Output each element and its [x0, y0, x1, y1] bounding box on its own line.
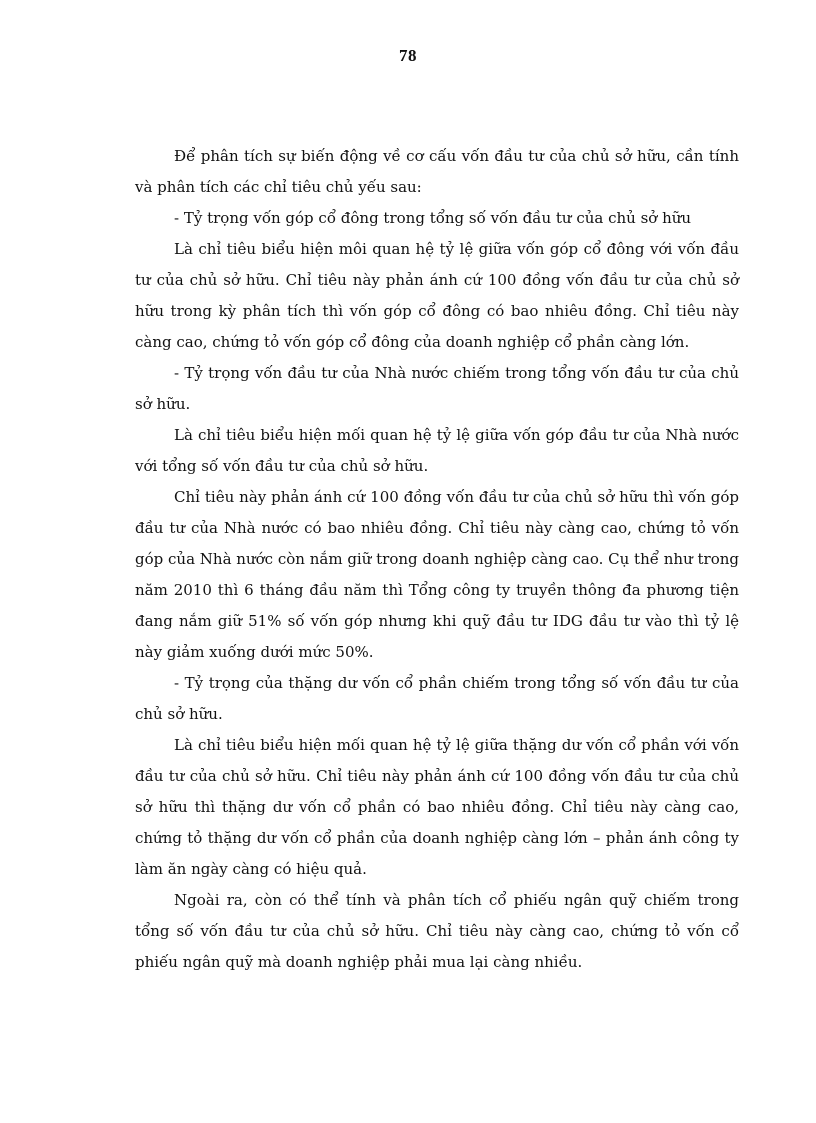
bullet-state-capital: - Tỷ trọng vốn đầu tư của Nhà nước chiếm trong tổng vốn đầu tư của chủ sở hữu.	[135, 364, 739, 413]
paragraph-intro: Để phân tích sự biến động về cơ cấu vốn đầu tư của chủ sở hữu, cần tính và phân tích các chỉ tiêu chủ yếu sau:	[135, 147, 739, 196]
paragraph-shareholder-capital: Là chỉ tiêu biểu hiện môi quan hệ tỷ lệ giữa vốn góp cổ đông với vốn đầu tư của chủ sở hữu. Chỉ tiêu này phản ánh cứ 100 đồng vốn đầu tư của chủ sở hữu trong kỳ phân tích thì vốn góp cổ đông có bao nhiêu đồng. Chỉ tiêu này càng cao, chứng tỏ vốn góp cổ đông của doanh nghiệp cổ phần càng lớn.	[135, 240, 739, 351]
bullet-share-premium: - Tỷ trọng của thặng dư vốn cổ phần chiếm trong tổng số vốn đầu tư của chủ sở hữu.	[135, 674, 739, 723]
bullet-shareholder-capital: - Tỷ trọng vốn góp cổ đông trong tổng số vốn đầu tư của chủ sở hữu	[174, 209, 692, 227]
paragraph-share-premium: Là chỉ tiêu biểu hiện mối quan hệ tỷ lệ giữa thặng dư vốn cổ phần với vốn đầu tư của chủ sở hữu. Chỉ tiêu này phản ánh cứ 100 đồng vốn đầu tư của chủ sở hữu thì thặng dư vốn cổ phần có bao nhiêu đồng. Chỉ tiêu này càng cao, chứng tỏ thặng dư vốn cổ phần của doanh nghiệp càng lớn – phản ánh công ty làm ăn ngày càng có hiệu quả.	[135, 736, 739, 878]
page-number: 78	[399, 46, 417, 65]
paragraph-state-capital-definition: Là chỉ tiêu biểu hiện mối quan hệ tỷ lệ giữa vốn góp đầu tư của Nhà nước với tổng số vốn đầu tư của chủ sở hữu.	[135, 426, 739, 475]
paragraph-state-capital-detail: Chỉ tiêu này phản ánh cứ 100 đồng vốn đầu tư của chủ sở hữu thì vốn góp đầu tư của Nhà nước có bao nhiêu đồng. Chỉ tiêu này càng cao, chứng tỏ vốn góp của Nhà nước còn nắm giữ trong doanh nghiệp càng cao. Cụ thể như trong năm 2010 thì 6 tháng đầu năm thì Tổng công ty truyền thông đa phương tiện đang nắm giữ 51% số vốn góp nhưng khi quỹ đầu tư IDG đầu tư vào thì tỷ lệ này giảm xuống dưới mức 50%.	[135, 488, 739, 661]
paragraph-treasury-shares: Ngoài ra, còn có thể tính và phân tích cổ phiếu ngân quỹ chiếm trong tổng số vốn đầu tư của chủ sở hữu. Chỉ tiêu này càng cao, chứng tỏ vốn cổ phiếu ngân quỹ mà doanh nghiệp phải mua lại càng nhiều.	[135, 891, 739, 971]
document-body	[135, 141, 739, 978]
